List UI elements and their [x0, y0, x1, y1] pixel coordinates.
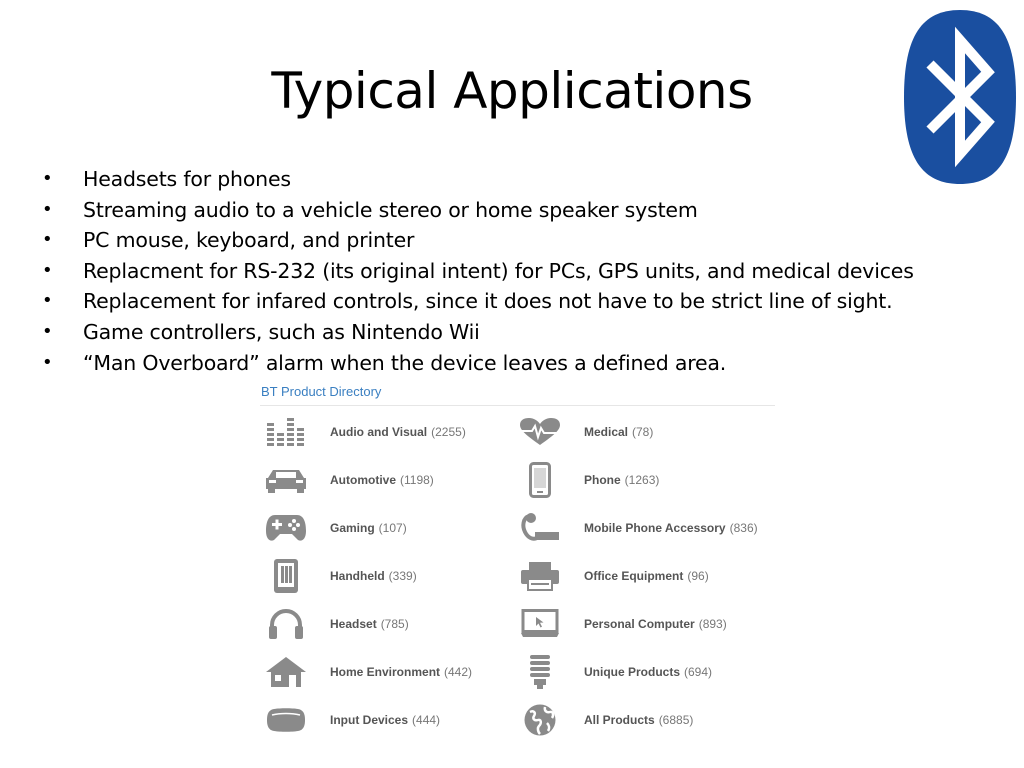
category-office-equipment — [518, 556, 709, 596]
heart-pulse-icon — [518, 412, 562, 452]
category-label: Handheld — [330, 569, 385, 583]
category-phone — [518, 460, 659, 500]
bullet-marker: • — [42, 290, 53, 312]
category-count: (78) — [632, 425, 654, 439]
handheld-icon — [264, 556, 308, 596]
bullet-marker: • — [42, 229, 53, 251]
directory-title: BT Product Directory — [261, 384, 382, 399]
monitor-icon — [518, 604, 562, 644]
bullet-item — [42, 286, 914, 317]
category-label: Home Environment — [330, 665, 441, 679]
bluetooth-logo — [902, 8, 1018, 186]
bullet-text: Replacment for RS-232 (its original intent) for PCs, GPS units, and medical devices — [83, 258, 914, 283]
category-count: (6885) — [658, 713, 694, 727]
category-count: (1198) — [400, 473, 434, 487]
bullet-marker: • — [42, 351, 53, 373]
bullet-marker: • — [42, 259, 53, 281]
printer-icon — [518, 556, 562, 596]
category-label: Phone — [584, 473, 621, 487]
category-count: (893) — [698, 617, 727, 631]
bullet-item — [42, 317, 914, 348]
category-count: (2255) — [431, 425, 466, 439]
category-label: Headset — [330, 617, 377, 631]
category-home-environment — [264, 652, 472, 692]
bullet-item — [42, 164, 914, 195]
category-medical — [518, 412, 653, 452]
category-label: Mobile Phone Accessory — [584, 521, 726, 535]
category-automotive — [264, 460, 434, 500]
bullet-text: “Man Overboard” alarm when the device leaves a defined area. — [83, 350, 727, 375]
category-label: Medical — [584, 425, 629, 439]
gamepad-icon — [264, 508, 308, 548]
phone-icon — [518, 460, 562, 500]
category-all-products — [518, 700, 693, 740]
bullet-marker: • — [42, 320, 53, 342]
category-gaming — [264, 508, 407, 548]
category-headset — [264, 604, 409, 644]
directory-divider — [260, 405, 775, 406]
category-count: (339) — [388, 569, 417, 583]
category-count: (785) — [380, 617, 409, 631]
house-icon — [264, 652, 308, 692]
bullet-list — [42, 164, 914, 378]
category-label: Office Equipment — [584, 569, 684, 583]
category-label: Unique Products — [584, 665, 681, 679]
globe-icon — [518, 700, 562, 740]
category-count: (444) — [412, 713, 441, 727]
category-handheld — [264, 556, 417, 596]
bullet-text: Replacement for infared controls, since it does not have to be strict line of sight. — [83, 289, 893, 314]
product-directory-image — [260, 380, 775, 750]
bullet-text: PC mouse, keyboard, and printer — [83, 228, 415, 253]
category-count: (107) — [378, 521, 407, 535]
category-label: Gaming — [330, 521, 375, 535]
car-icon — [264, 460, 308, 500]
bullet-item — [42, 348, 914, 379]
category-count: (1263) — [624, 473, 660, 487]
bullet-marker: • — [42, 198, 53, 220]
category-label: All Products — [584, 713, 655, 727]
mouse-icon — [264, 700, 308, 740]
slide-title: Typical Applications — [271, 62, 753, 120]
category-unique-products — [518, 652, 712, 692]
category-personal-computer — [518, 604, 727, 644]
bullet-text: Game controllers, such as Nintendo Wii — [83, 319, 480, 344]
category-count: (836) — [729, 521, 758, 535]
category-label: Automotive — [330, 473, 396, 487]
equalizer-icon — [264, 412, 308, 452]
category-input-devices — [264, 700, 440, 740]
category-count: (694) — [684, 665, 713, 679]
category-audio-visual — [264, 412, 466, 452]
bullet-text: Headsets for phones — [83, 167, 291, 191]
category-label: Audio and Visual — [330, 425, 428, 439]
bulb-icon — [518, 652, 562, 692]
category-count: (96) — [687, 569, 709, 583]
bullet-text: Streaming audio to a vehicle stereo or home speaker system — [83, 197, 698, 222]
bullet-marker: • — [42, 168, 53, 189]
bullet-item — [42, 256, 914, 287]
category-label: Personal Computer — [584, 617, 695, 631]
earpiece-icon — [518, 508, 562, 548]
bullet-item — [42, 225, 914, 256]
category-count: (442) — [444, 665, 473, 679]
headphones-icon — [264, 604, 308, 644]
bullet-item — [42, 195, 914, 226]
category-mobile-phone-accessory — [518, 508, 758, 548]
category-label: Input Devices — [330, 713, 409, 727]
